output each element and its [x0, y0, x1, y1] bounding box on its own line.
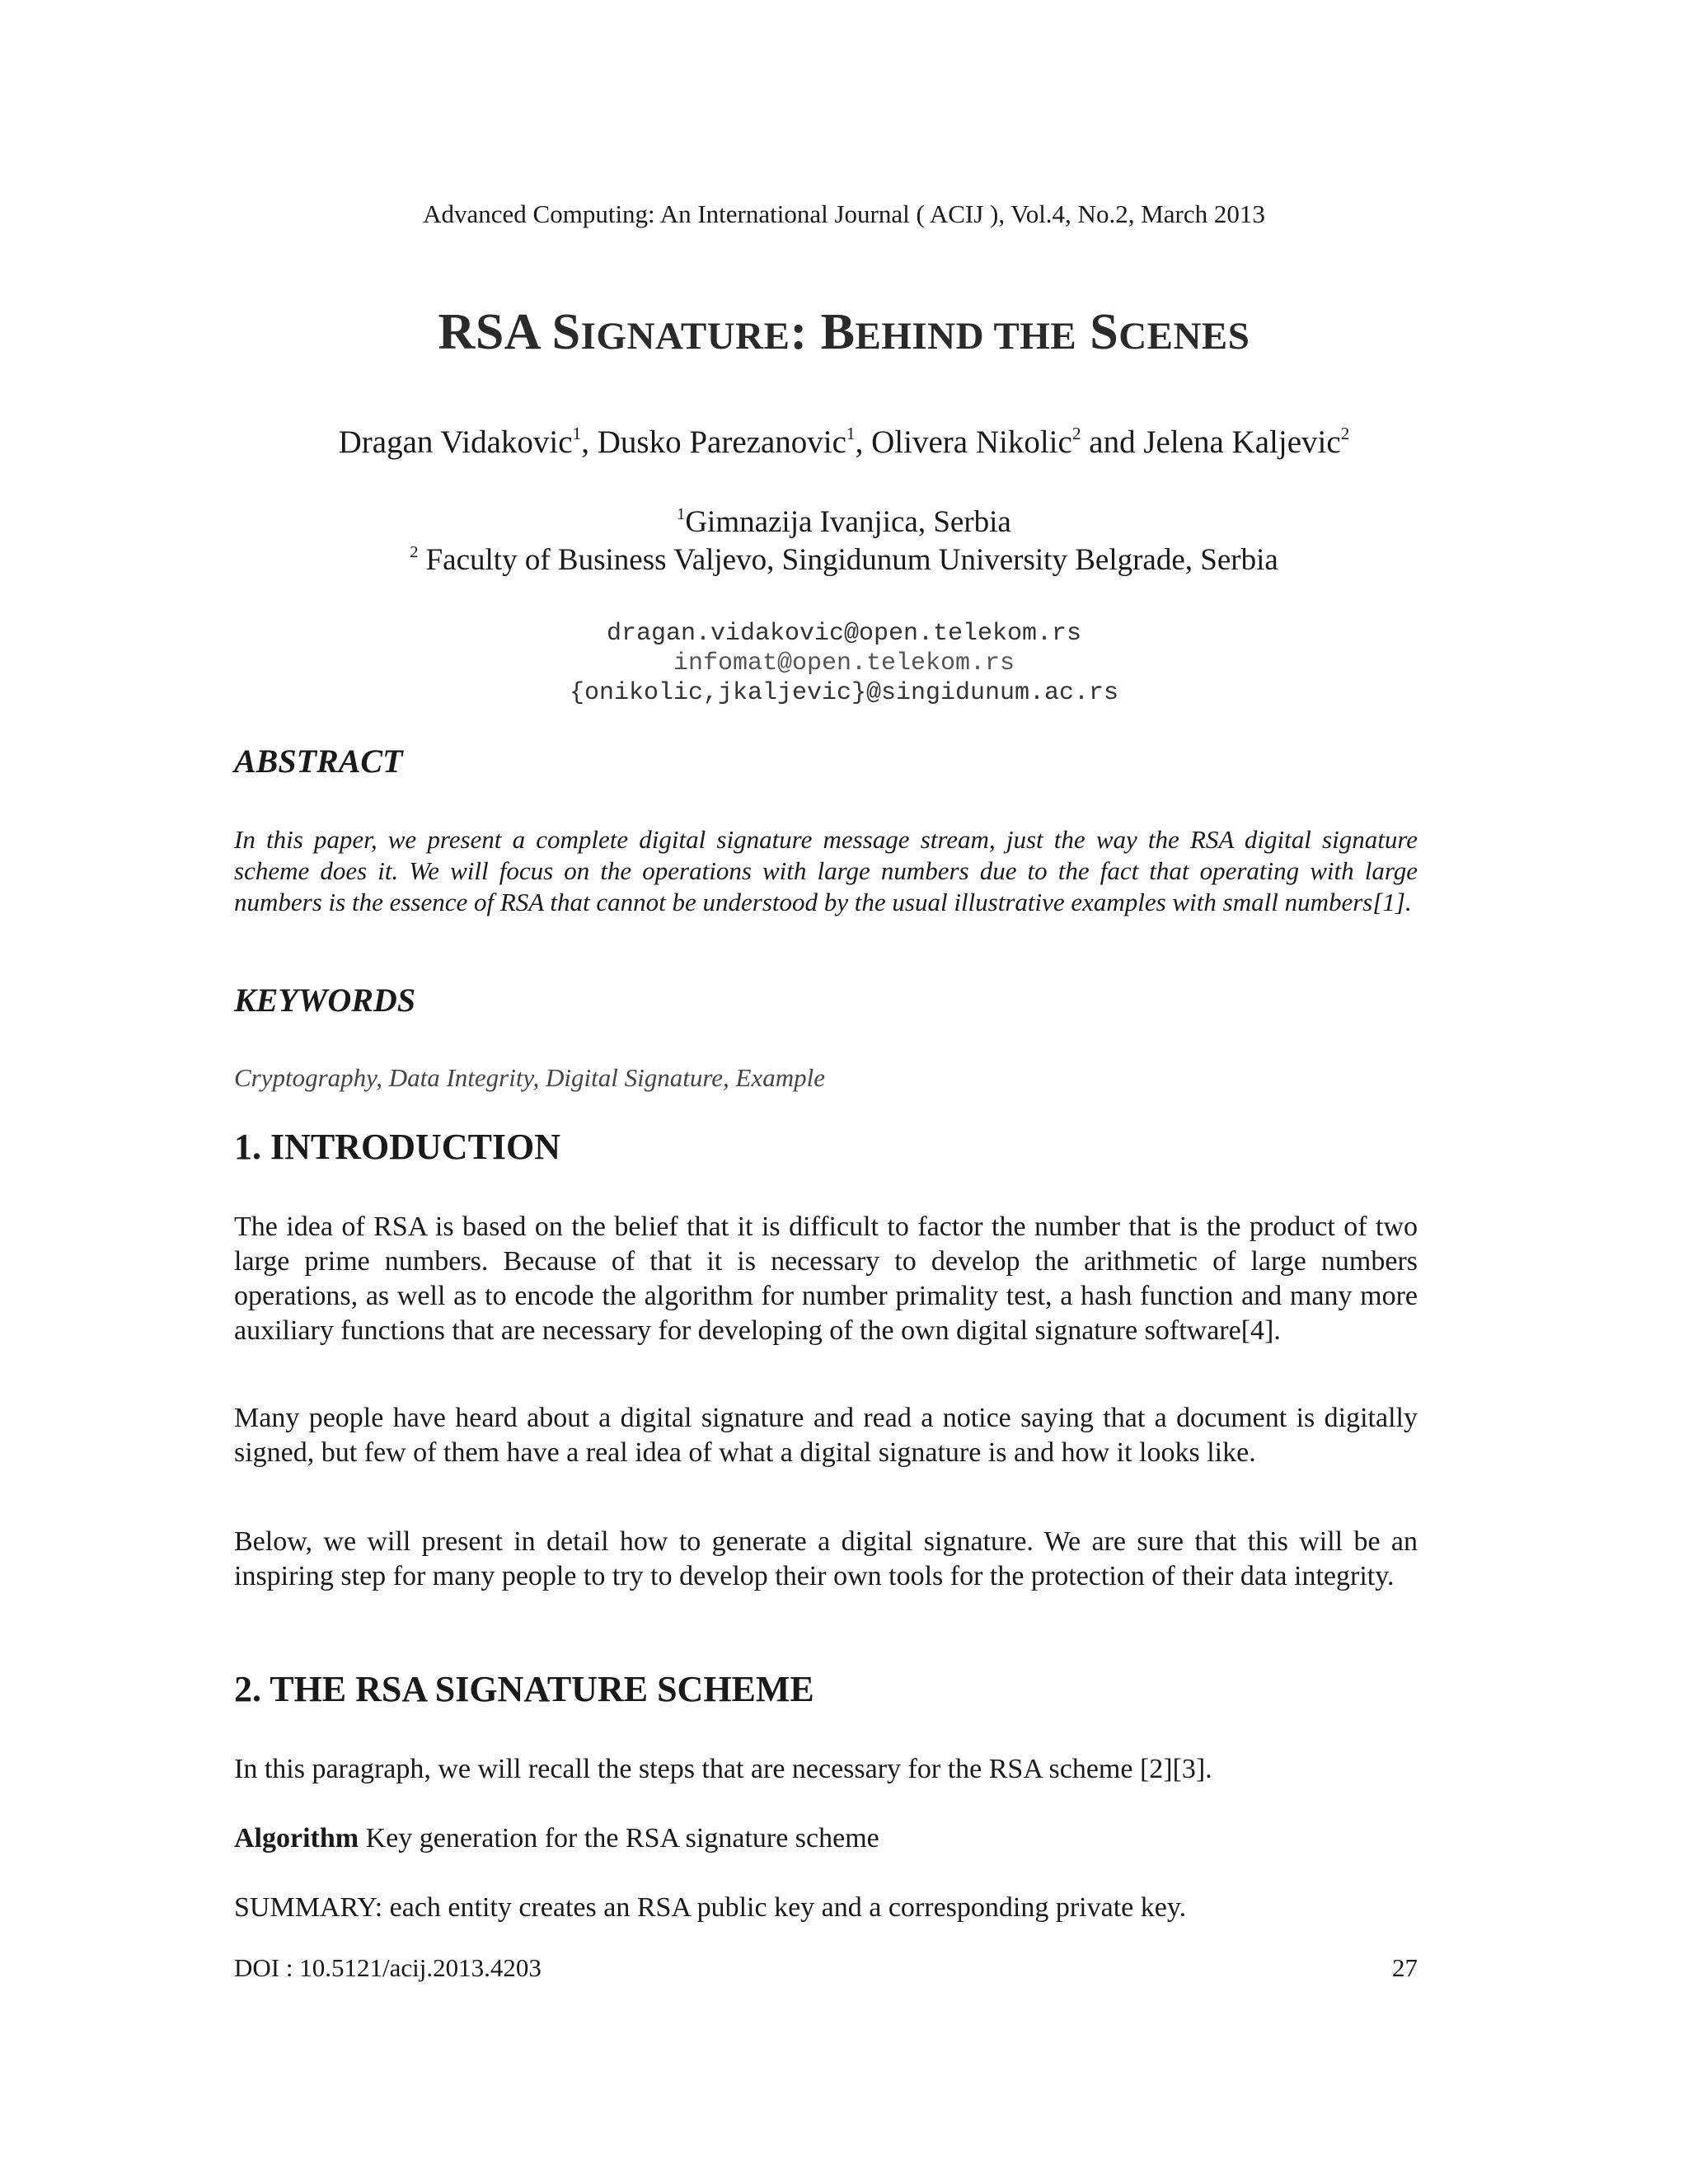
abstract-text: In this paper, we present a complete digital signature message stream, just the way the RSA digital signature scheme does it. We will focus on the operations with large numbers due to the fact that operating with large numbers is the essence of RSA that cannot be understood by the usual illustrative examples with small numbers[1]. — [234, 825, 1418, 916]
affiliation-1: $^1$Gimnazija Ivanjica, Serbia — [677, 504, 1011, 539]
email-3: {onikolic,jkaljevic}@singidunum.ac.rs — [569, 679, 1119, 707]
paper-title: RSA SIGNATURE: BEHIND THE SCENES — [438, 304, 1250, 360]
author-name: Dragan Vidakovic — [338, 424, 573, 460]
affiliation-2: $^2$ Faculty of Business Valjevo, Singidunum University Belgrade, Serbia — [410, 542, 1278, 577]
section-heading-rsa-scheme: 2. THE RSA SIGNATURE SCHEME — [234, 1669, 814, 1709]
keywords-heading: KEYWORDS — [234, 982, 416, 1019]
page-number: 27 — [1392, 1953, 1418, 1982]
intro-paragraph-2: Many people have heard about a digital signature and read a notice saying that a document is digitally signed, but few of them have a real idea of what a digital signature is and how it looks like. — [234, 1403, 1418, 1468]
intro-paragraph-1: The idea of RSA is based on the belief that it is difficult to factor the number that is the product of two large prime numbers. Because of that it is necessary to develop the arithmetic of large numbers operations, as well as to encode the algorithm for number primality test, a hash function and many more auxiliary functions that are necessary for developing of the own digital signature software[4]. — [234, 1212, 1418, 1346]
algorithm-label: Algorithm — [234, 1823, 359, 1854]
doi-footer: DOI : 10.5121/acij.2013.4203 — [234, 1953, 542, 1982]
keywords-text: Cryptography, Data Integrity, Digital Signature, Example — [234, 1063, 825, 1092]
rsa-paragraph-1: In this paragraph, we will recall the steps that are necessary for the RSA scheme [2][3]. — [234, 1754, 1212, 1784]
email-1: dragan.vidakovic@open.telekom.rs — [606, 620, 1082, 648]
algorithm-line: Algorithm Key generation for the RSA signature scheme — [234, 1823, 879, 1854]
author-name: Dusko Parezanovic — [597, 424, 846, 460]
abstract-heading: ABSTRACT — [234, 743, 403, 780]
summary-line: SUMMARY: each entity creates an RSA public key and a corresponding private key. — [234, 1892, 1187, 1923]
author-name: Olivera Nikolic — [871, 424, 1072, 460]
section-heading-introduction: 1. INTRODUCTION — [234, 1127, 561, 1167]
author-list: Dragan Vidakovic$^1$, Dusko Parezanovic$^1$, Olivera Nikolic$^2$ and Jelena Kaljevic$^2$ — [338, 423, 1350, 460]
author-name: Jelena Kaljevic — [1143, 424, 1341, 460]
intro-paragraph-3: Below, we will present in detail how to generate a digital signature. We are sure that this will be an inspiring step for many people to try to develop their own tools for the protection of their data integrity. — [234, 1526, 1418, 1591]
journal-header: Advanced Computing: An International Journal ( ACIJ ), Vol.4, No.2, March 2013 — [423, 199, 1265, 228]
email-2: infomat@open.telekom.rs — [673, 649, 1015, 677]
